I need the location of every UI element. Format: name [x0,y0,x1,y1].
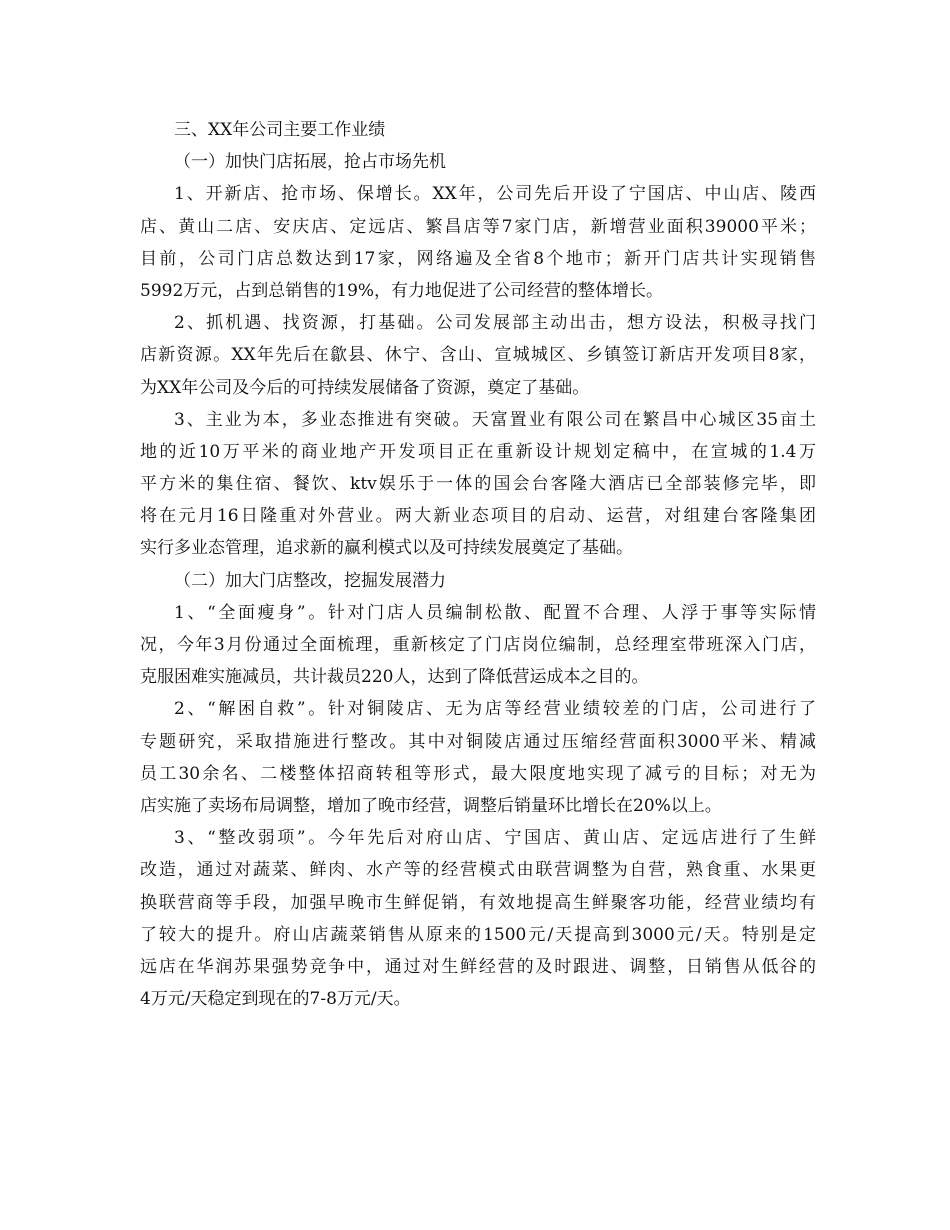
document-body [140,114,816,1015]
text-line: 店、黄山二店、安庆店、定远店、繁昌店等7家门店，新增营业面积39000平米； [140,216,816,237]
text-line: 换联营商等手段，加强早晚市生鲜促销，有效地提高生鲜聚客功能，经营业绩均有 [140,892,816,913]
text-line: 将在元月16日隆重对外营业。两大新业态项目的启动、运营，对组建台客隆集团 [140,506,816,527]
text-line: 店新资源。XX年先后在歙县、休宁、含山、宣城城区、乡镇签订新店开发项目8家， [140,345,816,366]
text-line: 3、主业为本，多业态推进有突破。天富置业有限公司在繁昌中心城区35亩土 [174,409,816,430]
text-line: 1、“全面瘦身”。针对门店人员编制松散、配置不合理、人浮于事等实际情 [174,602,816,623]
text-line: 目前，公司门店总数达到17家，网络遍及全省8个地市；新开门店共计实现销售 [140,248,816,269]
text-line: 为XX年公司及今后的可持续发展储备了资源，奠定了基础。 [140,377,590,398]
text-line: 况，今年3月份通过全面梳理，重新核定了门店岗位编制，总经理室带班深入门店， [140,635,816,655]
text-line: 专题研究，采取措施进行整改。其中对铜陵店通过压缩经营面积3000平米、精减 [140,731,816,752]
text-line: 2、“解困自救”。针对铜陵店、无为店等经营业绩较差的门店，公司进行了 [174,699,816,720]
text-line: 三、XX年公司主要工作业绩 [174,120,386,140]
text-line: 改造，通过对蔬菜、鲜肉、水产等的经营模式由联营调整为自营，熟食重、水果更 [140,860,816,881]
text-line: 店实施了卖场布局调整，增加了晚市经营，调整后销量环比增长在20%以上。 [140,795,722,816]
text-line: 平方米的集住宿、餐饮、ktv娱乐于一体的国会台客隆大酒店已全部装修完毕，即 [140,474,816,495]
text-line: 1、开新店、抢市场、保增长。XX年，公司先后开设了宁国店、中山店、陵西 [174,184,816,205]
text-line: 3、“整改弱项”。今年先后对府山店、宁国店、黄山店、定远店进行了生鲜 [174,828,816,849]
text-line: 了较大的提升。府山店蔬菜销售从原来的1500元/天提高到3000元/天。特别是定 [140,924,816,945]
text-line: 远店在华润苏果强势竞争中，通过对生鲜经营的及时跟进、调整，日销售从低谷的 [140,956,816,977]
text-line: 5992万元，占到总销售的19%，有力地促进了公司经营的整体增长。 [140,280,664,301]
text-line: （一）加快门店拓展，抢占市场先机 [174,152,446,173]
text-line: （二）加大门店整改，挖掘发展潜力 [174,570,446,591]
text-line: 员工30余名、二楼整体招商转租等形式，最大限度地实现了减亏的目标；对无为 [140,763,816,784]
text-line: 克服困难实施减员，共计裁员220人，达到了降低营运成本之目的。 [140,667,649,688]
text-line: 实行多业态管理，追求新的赢利模式以及可持续发展奠定了基础。 [140,538,633,559]
text-line: 地的近10万平米的商业地产开发项目正在重新设计规划定稿中，在宣城的1.4万 [140,441,816,462]
text-line: 2、抓机遇、找资源，打基础。公司发展部主动出击，想方设法，积极寻找门 [174,313,816,334]
text-line: 4万元/天稳定到现在的7-8万元/天。 [140,989,411,1010]
